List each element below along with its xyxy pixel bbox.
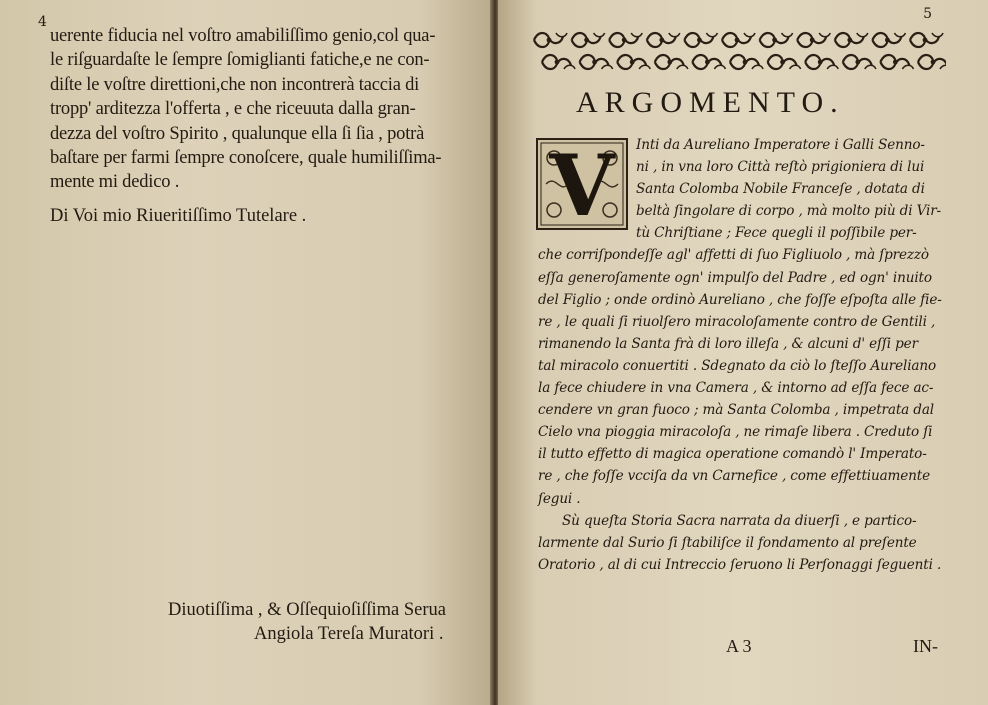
text-line: le riſguardaſte le ſempre ſomiglianti fatiche,e ne con- <box>50 50 430 71</box>
signature-line: Diuotiſſima , & Oſſequioſiſſima Serua <box>168 600 446 620</box>
ornament-motif <box>609 33 642 47</box>
text-line: larmente dal Surio ſi ſtabiliſce il fondamento al preſente <box>538 534 917 551</box>
text-line: cendere vn gran fuoco ; mà Santa Colomba , impetrata dal <box>538 402 934 419</box>
text-line: Oratorio , al di cui Intreccio ſeruono li Perſonaggi ſeguenti . <box>538 556 942 573</box>
text-line: tù Chriſtiane ; Fece quegli il poſſibile per- <box>636 225 917 242</box>
text-line: beltà ſingolare di corpo , mà molto più di Vir- <box>636 203 942 220</box>
ornament-motif <box>843 55 876 69</box>
text-line: baſtare per farmi ſempre conoſcere, quale humiliſſima- <box>50 148 442 169</box>
page-number-right: 5 <box>923 6 932 22</box>
ornament-motif <box>684 33 717 47</box>
closing-salutation: Di Voi mio Riueritiſſimo Tutelare . <box>50 206 307 226</box>
text-line: tropp' arditezza l'offerta , e che riceuuta dalla gran- <box>50 99 416 120</box>
ornament-motif <box>880 55 913 69</box>
ornament-motif <box>580 55 613 69</box>
text-line: eſſa generoſamente ogn' impulſo del Padre , ed ogn' inuito <box>538 269 932 286</box>
ornament-motif <box>542 55 575 69</box>
floral-band-ornament-icon <box>532 28 946 74</box>
text-line: Sù queſta Storia Sacra narrata da diuerſi , e partico- <box>562 512 917 529</box>
text-line: re , che foſſe vcciſa da vn Carnefice , come effettiuamente <box>538 468 930 485</box>
ornament-motif <box>760 33 793 47</box>
text-line: rimanendo la Santa frà di loro illeſa , & alcuni d' eſſi per <box>538 335 918 352</box>
ornament-motif <box>572 33 605 47</box>
signature-block <box>168 598 446 646</box>
right-page <box>498 0 988 705</box>
ornament-motif <box>805 55 838 69</box>
text-line: che corriſpondeſſe agl' affetti di ſuo Figliuolo , mà ſprezzò <box>538 247 929 264</box>
ornament-motif <box>722 33 755 47</box>
text-line: diſte le voſtre direttioni,che non incontrerà taccia di <box>50 74 420 95</box>
text-line: mente mi dedico . <box>50 172 180 193</box>
ornament-motif <box>534 33 567 47</box>
ornament-motif <box>918 55 946 69</box>
text-line: Cielo vna pioggia miracoloſa , ne rimaſe libera . Creduto ſi <box>538 424 933 441</box>
ornament-motif <box>692 55 725 69</box>
ornament-motif <box>730 55 763 69</box>
text-line: ſegui . <box>538 490 581 507</box>
ornament-motif <box>910 33 943 47</box>
ornament-motif <box>768 55 801 69</box>
text-line: la fece chiudere in vna Camera , & intorno ad eſſa fece ac- <box>538 380 934 397</box>
initial-letter: V <box>549 136 615 235</box>
text-line: dezza del voſtro Spirito , qualunque ella ſi ſia , potrà <box>50 123 425 144</box>
text-line: il tutto effetto di magica operatione comandò l' Imperato- <box>538 446 927 463</box>
text-line: tal miracolo conuertiti . Sdegnato da ciò lo ſteſſo Aureliano <box>538 357 937 374</box>
section-heading: ARGOMENTO. <box>576 86 845 119</box>
left-page <box>0 0 492 705</box>
ornament-motif <box>872 33 905 47</box>
catchword: IN- <box>913 636 938 656</box>
signature-mark: A 3 <box>726 636 752 656</box>
signature-name: Angiola Tereſa Muratori . <box>254 624 444 644</box>
text-line: Inti da Aureliano Imperatore i Galli Senno- <box>636 137 925 153</box>
ornament-motif <box>647 33 680 47</box>
ornament-motif <box>797 33 830 47</box>
text-line: re , le quali ſi riuolſero miracoloſamente contro de Gentili , <box>538 313 936 330</box>
text-line: del Figlio ; onde ordinò Aureliano , che foſſe eſpoſta alle fie- <box>538 291 942 308</box>
dedication-text <box>50 24 460 195</box>
ornament-motif <box>617 55 650 69</box>
ornament-motif <box>655 55 688 69</box>
page-number-left: 4 <box>38 14 47 30</box>
ornament-motif <box>835 33 868 47</box>
argument-text <box>538 134 956 576</box>
text-line: uerente fiducia nel voſtro amabiliſſimo genio,col qua- <box>50 26 436 46</box>
text-line: ni , in vna loro Città reſtò prigioniera di lui <box>636 159 925 176</box>
text-line: Santa Colomba Nobile Franceſe , dotata di <box>636 181 925 198</box>
